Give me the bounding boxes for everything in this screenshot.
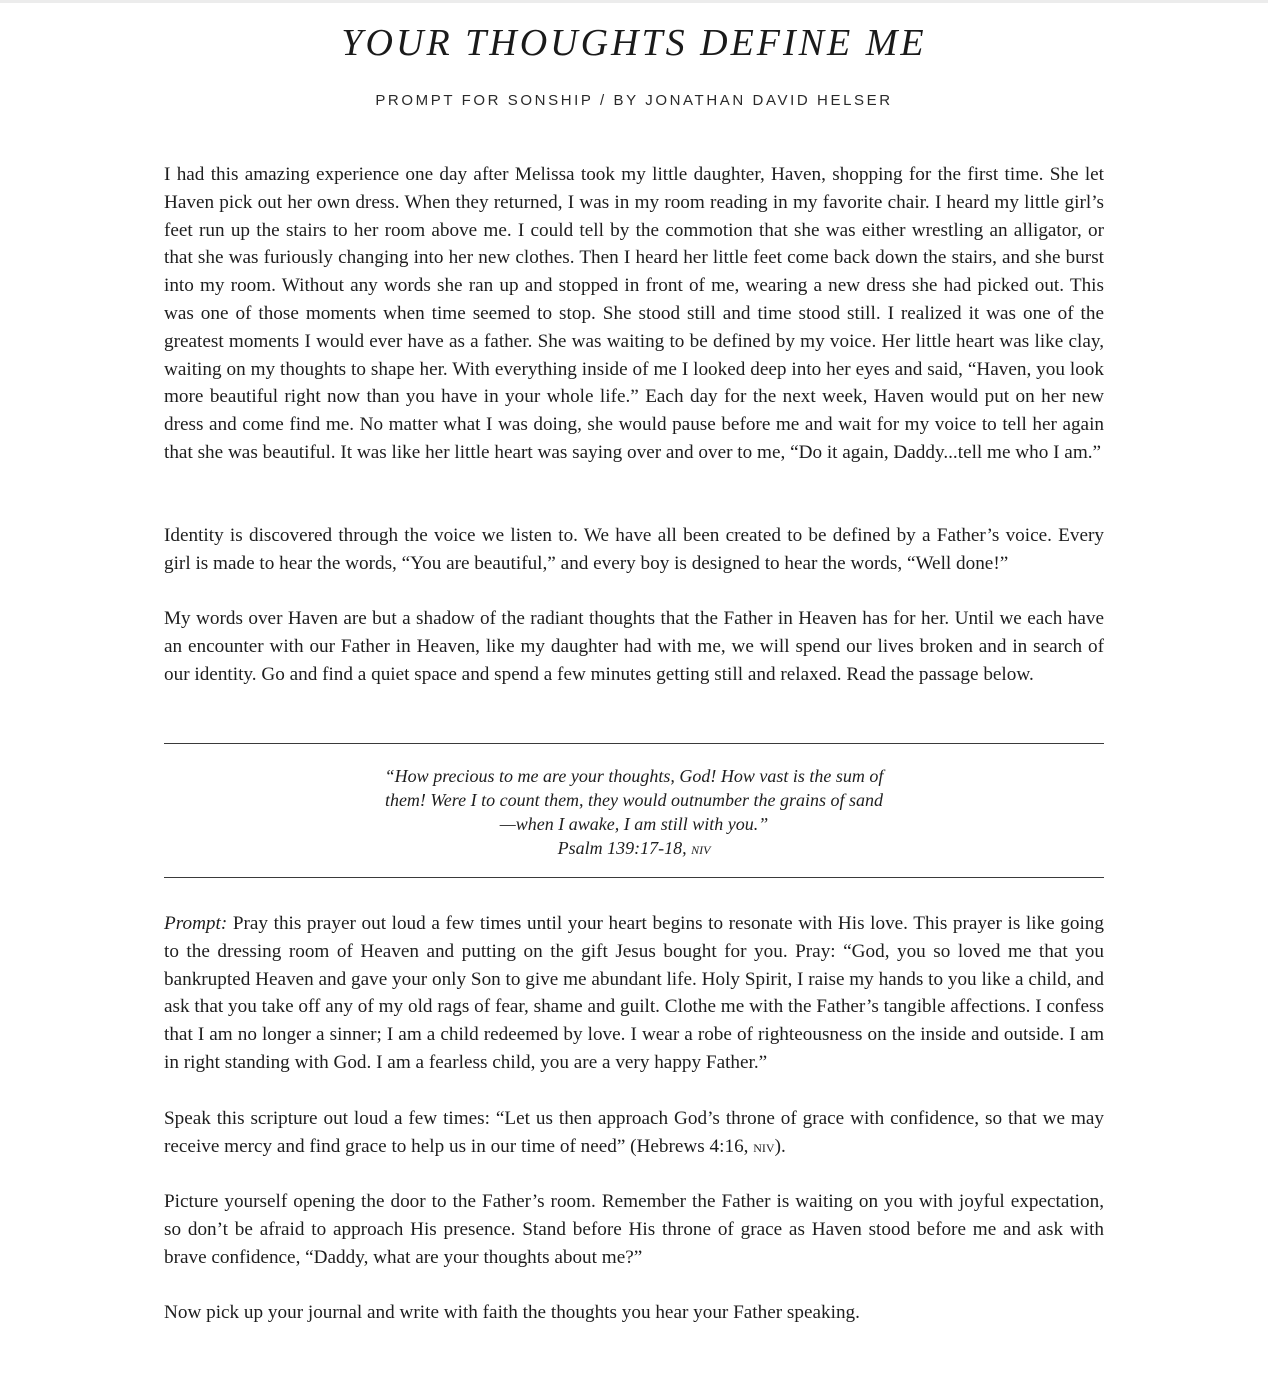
top-border [0, 0, 1268, 3]
picture-paragraph: Picture yourself opening the door to the Father’s room. Remember the Father is waiting on you with joyful expectation, so don’t be afraid to approach His presence. Stand before His throne of grace as Haven stood before me and ask with brave confidence, “Daddy, what are your thoughts about me?” [164, 1191, 1104, 1268]
prompt-label: Prompt: [164, 913, 228, 934]
scripture-end: ). [774, 1135, 786, 1157]
quote-divider-bottom [164, 877, 1104, 878]
quote-reference [384, 836, 884, 861]
page-title: YOUR THOUGHTS DEFINE ME [341, 22, 927, 64]
father-paragraph: My words over Haven are but a shadow of the radiant thoughts that the Father in Heaven has for her. Until we each have an encounter with our Father in Heaven, like my daughter had with me, we will spend our lives broken and in search of our identity. Go and find a quiet space and spend a few minutes getting still and relaxed. Read the passage below. [164, 608, 1104, 685]
prompt-text: Pray this prayer out loud a few times until your heart begins to resonate with His love. This prayer is like going to the dressing room of Heaven and putting on the gift Jesus bought for you. Pray: “God, you so loved me that you bankrupted Heaven and gave your only Son to give me abundant life. Holy Spirit, I raise my hands to you like a child, and ask that you take off any of my old rags of fear, shame and guilt. Clothe me with the Father’s tangible affections. I confess that I am no longer a sinner; I am a child redeemed by love. I wear a robe of righteousness on the inside and outside. I am in right standing with God. I am a fearless child, you are a very happy Father.” [164, 913, 1104, 1073]
scripture-version: niv [753, 1135, 775, 1156]
prompt-paragraph [164, 910, 1104, 1077]
quote-text: “How precious to me are your thoughts, God! How vast is the sum of them! Were I to count them, they would outnumber the grains of sand—when I awake, I am still with you.” [384, 766, 884, 834]
quote-reference-text: Psalm 139:17-18, [557, 838, 692, 858]
scripture-quote [384, 764, 884, 861]
story-paragraph: I had this amazing experience one day after Melissa took my little daughter, Haven, shopping for the first time. She let Haven pick out her own dress. When they returned, I was in my room reading in my favorite chair. I heard my little girl’s feet run up the stairs to her room above me. I could tell by the commotion that she was either wrestling an alligator, or that she was furiously changing into her new clothes. Then I heard her little feet come back down the stairs, and she burst into my room. Without any words she ran up and stopped in front of me, wearing a new dress she had picked out. This was one of those moments when time seemed to stop. She stood still and time stood still. I realized it was one of the greatest moments I would ever have as a father. She was waiting to be defined by my voice. Her little heart was like clay, waiting on my thoughts to shape her. With everything inside of me I looked deep into her eyes and said, “Haven, you look more beautiful right now than you have in your whole life.” Each day for the next week, Haven would put on her new dress and come find me. No matter what I was doing, she would pause before me and wait for my voice to tell her again that she was beautiful. It was like her little heart was saying over and over to me, “Do it again, Daddy...tell me who I am.” [164, 164, 1104, 463]
quote-version: niv [691, 839, 711, 858]
scripture-text: Speak this scripture out loud a few times: “Let us then approach God’s throne of grace with confidence, so that we may receive mercy and find grace to help us in our time of need” (Hebrews 4:16, [164, 1108, 1104, 1157]
page-subtitle: PROMPT FOR SONSHIP / BY JONATHAN DAVID HELSER [375, 92, 893, 109]
quote-divider-top [164, 743, 1104, 744]
scripture-paragraph [164, 1105, 1104, 1161]
journal-paragraph: Now pick up your journal and write with faith the thoughts you hear your Father speaking. [164, 1302, 860, 1323]
identity-paragraph: Identity is discovered through the voice we listen to. We have all been created to be defined by a Father’s voice. Every girl is made to hear the words, “You are beautiful,” and every boy is designed to hear the words, “Well done!” [164, 525, 1104, 574]
